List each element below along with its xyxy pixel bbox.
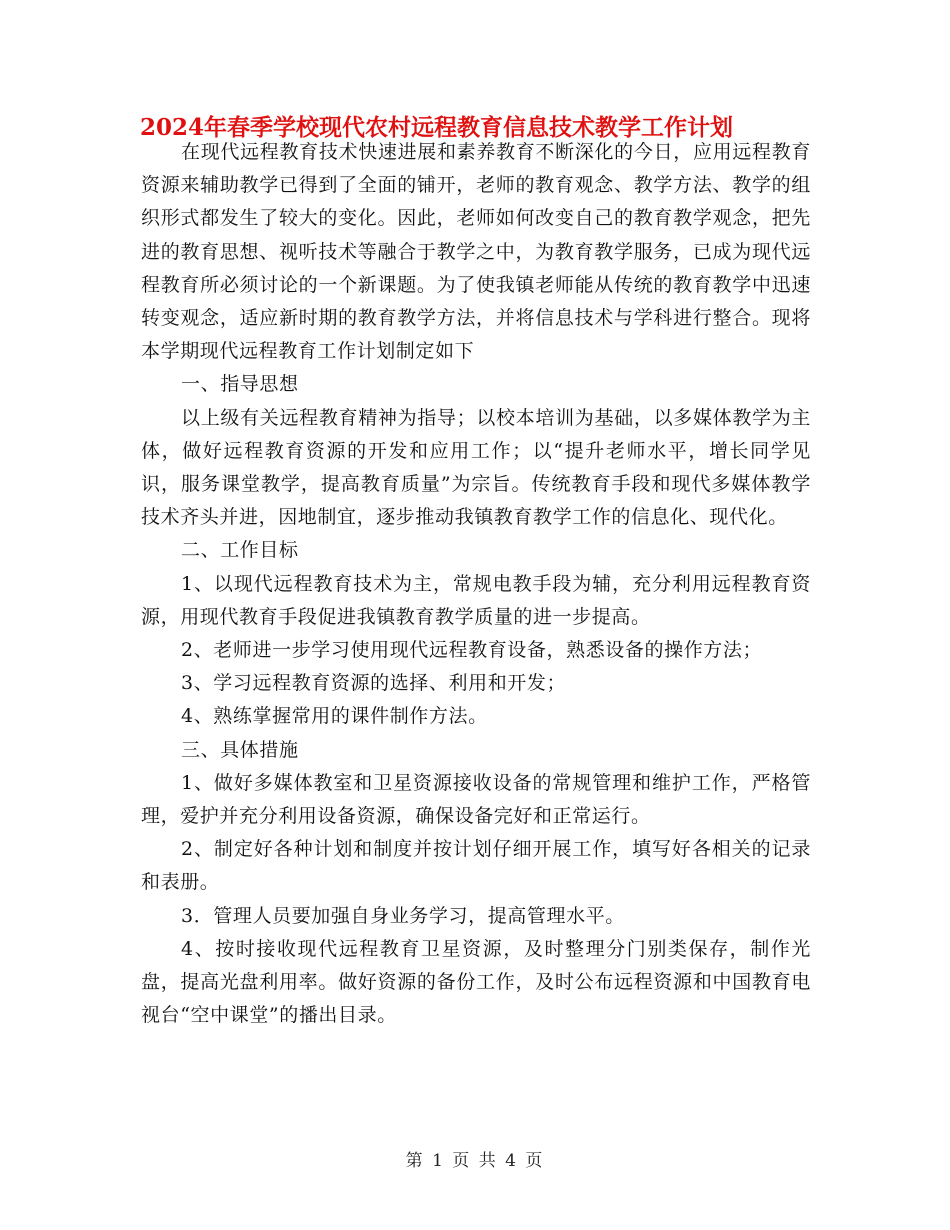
measure-item-3: 3．管理人员要加强自身业务学习，提高管理水平。 bbox=[181, 904, 625, 927]
goal-item-4: 4、熟练掌握常用的课件制作方法。 bbox=[181, 705, 488, 728]
guiding-thought-paragraph: 以上级有关远程教育精神为指导；以校本培训为基础，以多媒体教学为主体，做好远程教育资源的开发和应用工作；以“提升老师水平，增长同学见识，服务课堂教学，提高教育质量”为宗旨。传统教育手段和现代多媒体教学技术齐头并进，因地制宜，逐步推动我镇教育教学工作的信息化、现代化。 bbox=[141, 406, 811, 529]
goal-item-1: 1、以现代远程教育技术为主，常规电教手段为辅，充分利用远程教育资源，用现代教育手段促进我镇教育教学质量的进一步提高。 bbox=[141, 572, 811, 628]
document-title: 2024年春季学校现代农村远程教育信息技术教学工作计划 bbox=[140, 114, 734, 141]
page-number-footer: 第 1 页 共 4 页 bbox=[405, 1151, 545, 1171]
goal-item-2: 2、老师进一步学习使用现代远程教育设备，熟悉设备的操作方法； bbox=[181, 639, 763, 662]
intro-paragraph: 在现代远程教育技术快速进展和素养教育不断深化的今日，应用远程教育资源来辅助教学已得到了全面的铺开，老师的教育观念、教学方法、教学的组织形式都发生了较大的变化。因此，老师如何改变自己的教育教学观念，把先进的教育思想、视听技术等融合于教学之中，为教育教学服务，已成为现代远程教育所必须讨论的一个新课题。为了使我镇老师能从传统的教育教学中迅速转变观念，适应新时期的教育教学方法，并将信息技术与学科进行整合。现将本学期现代远程教育工作计划制定如下 bbox=[141, 141, 811, 363]
measure-item-1: 1、做好多媒体教室和卫星资源接收设备的常规管理和维护工作，严格管理，爱护并充分利用设备资源，确保设备完好和正常运行。 bbox=[141, 771, 811, 828]
measure-item-2: 2、制定好各种计划和制度并按计划仔细开展工作，填写好各相关的记录和表册。 bbox=[141, 838, 811, 894]
section-heading-measures: 三、具体措施 bbox=[181, 738, 299, 761]
section-heading-guiding-thought: 一、指导思想 bbox=[181, 373, 299, 396]
goal-item-3: 3、学习远程教育资源的选择、利用和开发； bbox=[181, 672, 567, 695]
measure-item-4: 4、按时接收现代远程教育卫星资源，及时整理分门别类保存，制作光盘，提高光盘利用率。做好资源的备份工作，及时公布远程资源和中国教育电视台“空中课堂”的播出目录。 bbox=[141, 937, 811, 1027]
document-body bbox=[141, 136, 811, 1032]
section-heading-work-goals: 二、工作目标 bbox=[181, 539, 299, 562]
